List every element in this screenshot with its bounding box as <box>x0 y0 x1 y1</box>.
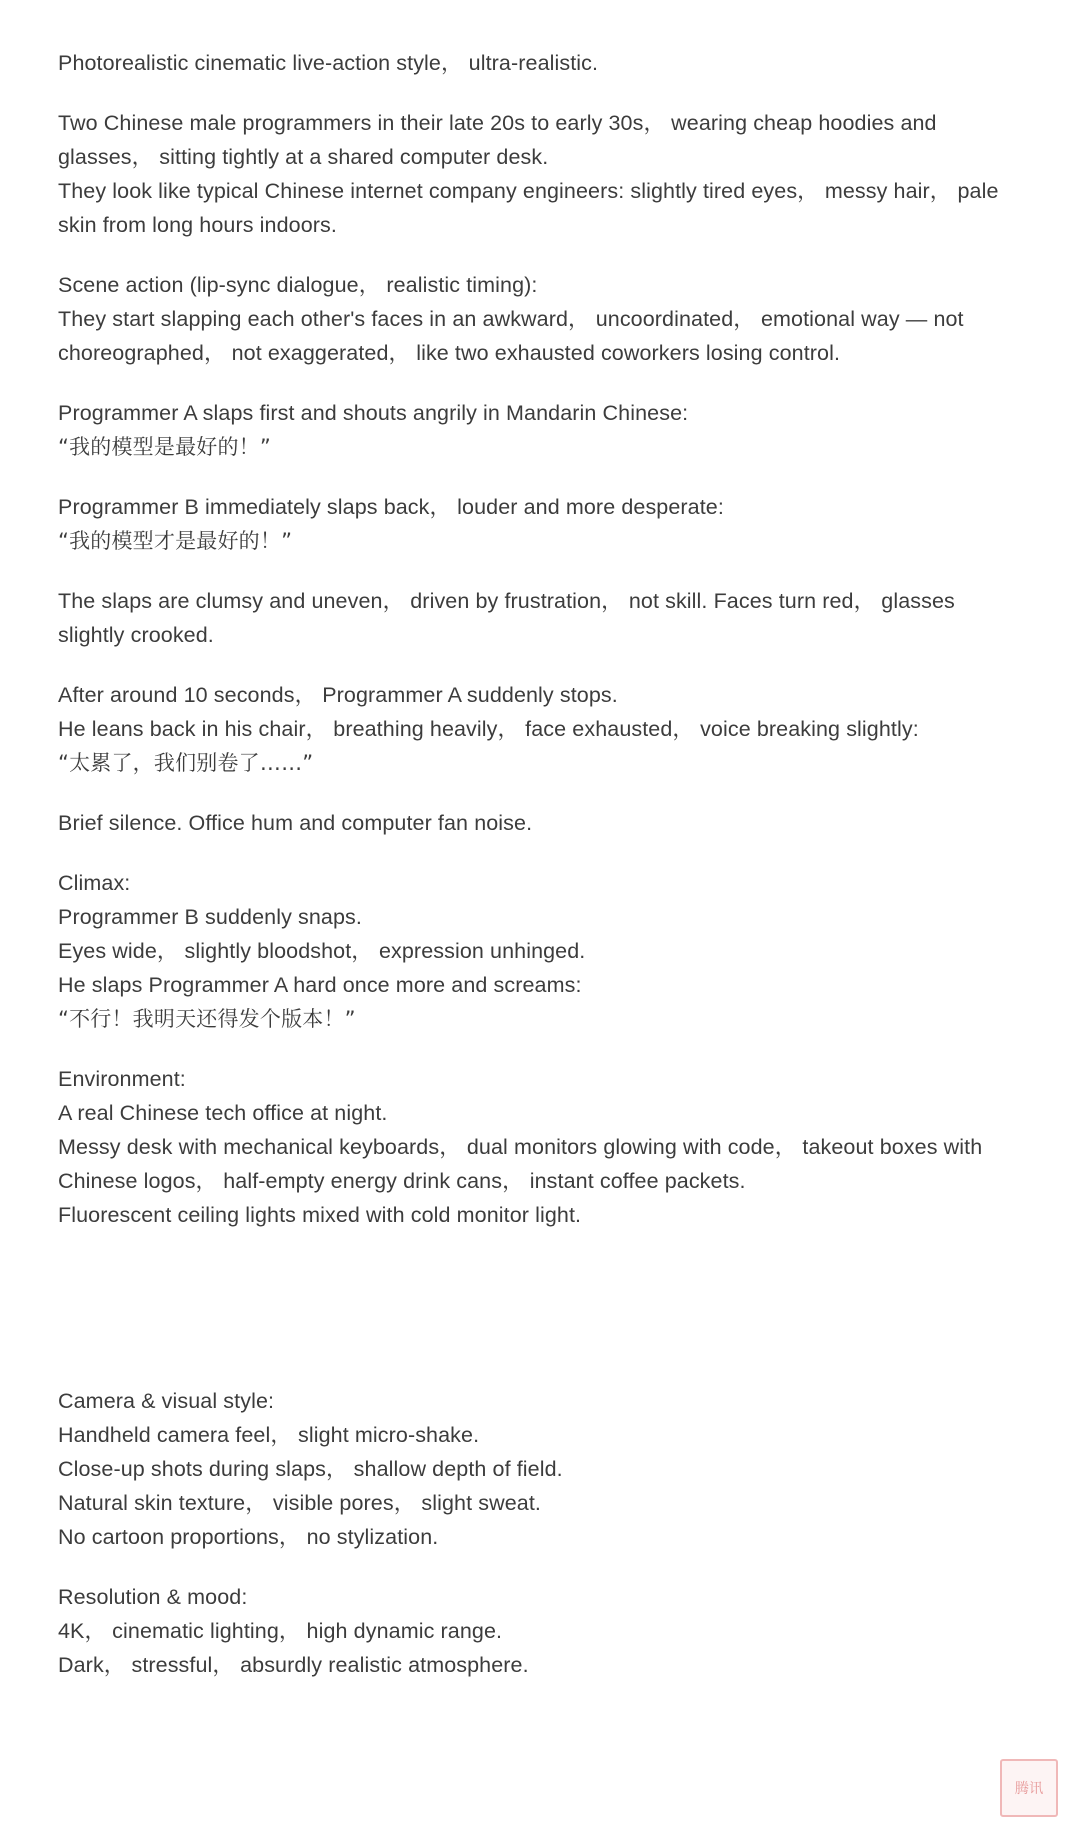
paragraph-climax <box>58 866 1018 1036</box>
paragraph-pause-beat <box>58 678 1018 780</box>
text-line: A real Chinese tech office at night. <box>58 1101 388 1125</box>
text-line: 4K， cinematic lighting， high dynamic range. <box>58 1619 503 1643</box>
text-line: He leans back in his chair， breathing heavily， face exhausted， voice breaking slightly: <box>58 717 919 741</box>
text-line-cjk: “太累了，我们别卷了……” <box>58 751 314 775</box>
paragraph-style-header <box>58 46 1018 80</box>
text-line: They look like typical Chinese internet company engineers: slightly tired eyes， messy hair， pale skin from long hours indoors. <box>58 179 1005 237</box>
text-line: He slaps Programmer A hard once more and screams: <box>58 973 582 997</box>
text-line: Climax: <box>58 871 131 895</box>
paragraph-silence <box>58 806 1018 840</box>
section-gap <box>58 1258 1018 1384</box>
paragraph-resolution-mood <box>58 1580 1018 1682</box>
paragraph-dialogue-b <box>58 490 1018 558</box>
text-line: Brief silence. Office hum and computer fan noise. <box>58 811 533 835</box>
prompt-document <box>58 46 1018 1682</box>
text-line: Two Chinese male programmers in their late 20s to early 30s， wearing cheap hoodies and glasses， sitting tightly at a shared computer desk. <box>58 111 943 169</box>
text-line-cjk: “我的模型才是最好的！” <box>58 529 293 553</box>
text-line: Messy desk with mechanical keyboards， dual monitors glowing with code， takeout boxes with Chinese logos， half-empty energy drink cans， instant coffee packets. <box>58 1135 989 1193</box>
text-line: Eyes wide， slightly bloodshot， expression unhinged. <box>58 939 586 963</box>
text-line: Resolution & mood: <box>58 1585 248 1609</box>
text-line-cjk: “不行！我明天还得发个版本！” <box>58 1007 356 1031</box>
text-line: After around 10 seconds， Programmer A suddenly stops. <box>58 683 618 707</box>
text-line: Photorealistic cinematic live-action style， ultra-realistic. <box>58 51 599 75</box>
paragraph-environment <box>58 1062 1018 1232</box>
text-line: No cartoon proportions， no stylization. <box>58 1525 439 1549</box>
text-line: Programmer B suddenly snaps. <box>58 905 362 929</box>
text-line: Close-up shots during slaps， shallow depth of field. <box>58 1457 563 1481</box>
watermark-label: 腾讯 <box>1014 1778 1044 1797</box>
paragraph-scene-action <box>58 268 1018 370</box>
text-line: Dark， stressful， absurdly realistic atmosphere. <box>58 1653 529 1677</box>
paragraph-camera-visual-style <box>58 1384 1018 1554</box>
text-line: Fluorescent ceiling lights mixed with cold monitor light. <box>58 1203 582 1227</box>
text-line: The slaps are clumsy and uneven， driven by frustration， not skill. Faces turn red， glasses slightly crooked. <box>58 589 961 647</box>
text-line: Handheld camera feel， slight micro-shake. <box>58 1423 480 1447</box>
text-line-cjk: “我的模型是最好的！” <box>58 435 271 459</box>
watermark-badge <box>1000 1759 1058 1817</box>
text-line: Programmer B immediately slaps back， louder and more desperate: <box>58 495 724 519</box>
paragraph-characters <box>58 106 1018 242</box>
paragraph-slap-description <box>58 584 1018 652</box>
text-line: They start slapping each other's faces in an awkward， uncoordinated， emotional way — not choreographed， not exaggerated， like two exhausted coworkers losing control. <box>58 307 970 365</box>
text-line: Environment: <box>58 1067 186 1091</box>
text-line: Natural skin texture， visible pores， slight sweat. <box>58 1491 541 1515</box>
text-line: Programmer A slaps first and shouts angrily in Mandarin Chinese: <box>58 401 689 425</box>
text-line: Scene action (lip-sync dialogue， realistic timing): <box>58 273 538 297</box>
text-line: Camera & visual style: <box>58 1389 275 1413</box>
paragraph-dialogue-a <box>58 396 1018 464</box>
